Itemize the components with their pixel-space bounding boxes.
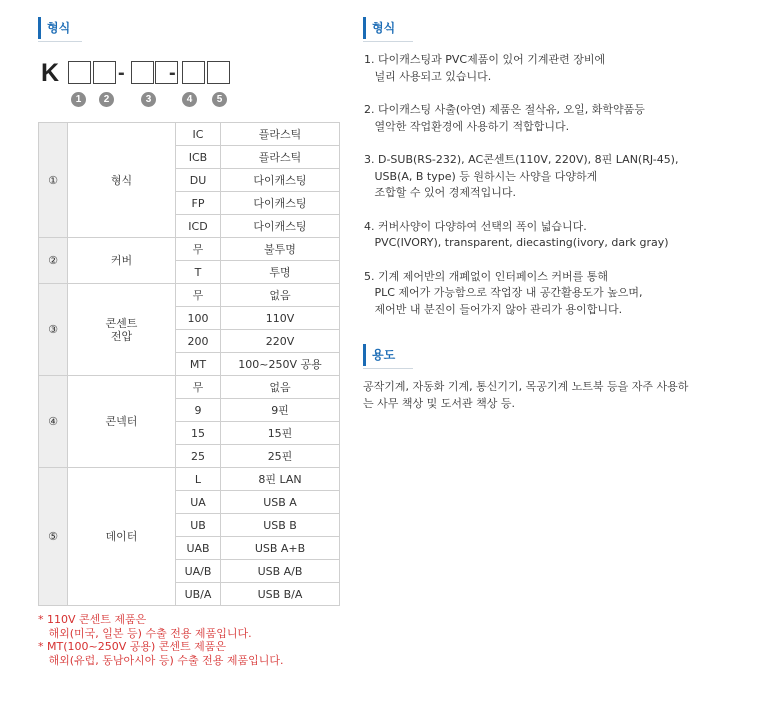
category-line: 커버 xyxy=(110,254,133,267)
feature-line: 제어반 내 분진이 들어가지 않아 관리가 용이합니다. xyxy=(364,302,623,316)
option-code: 무 xyxy=(176,284,221,307)
group-number: ① xyxy=(39,123,68,238)
table-row xyxy=(39,238,340,261)
note-line: 해외(유럽, 동남아시아 등) 수출 전용 제품입니다. xyxy=(38,653,284,667)
option-code: 200 xyxy=(176,330,221,353)
feature-line: 널리 사용되고 있습니다. xyxy=(364,69,492,83)
option-description: 220V xyxy=(221,330,340,353)
note-line: * 110V 콘센트 제품은 xyxy=(38,613,147,626)
option-description: 다이캐스팅 xyxy=(221,215,340,238)
option-description: 없음 xyxy=(221,284,340,307)
code-marker-1: 1 xyxy=(71,92,86,107)
option-description: USB A xyxy=(221,491,340,514)
option-code: ICB xyxy=(176,146,221,169)
group-category xyxy=(68,376,176,468)
feature-item xyxy=(364,152,744,202)
note-line: * MT(100~250V 공용) 콘센트 제품은 xyxy=(38,640,227,653)
group-category xyxy=(68,238,176,284)
option-description: 8핀 LAN xyxy=(221,468,340,491)
code-marker-5: 5 xyxy=(212,92,227,107)
feature-item xyxy=(364,219,744,252)
feature-item xyxy=(364,269,744,319)
option-description: 투명 xyxy=(221,261,340,284)
option-description: USB B/A xyxy=(221,583,340,606)
section-heading-features: 형식 xyxy=(363,17,413,39)
spec-table xyxy=(38,122,340,606)
option-description: 25핀 xyxy=(221,445,340,468)
feature-list xyxy=(364,52,744,335)
option-description: 플라스틱 xyxy=(221,146,340,169)
option-description: 불투명 xyxy=(221,238,340,261)
feature-line: 3. D-SUB(RS-232), AC콘센트(110V, 220V), 8핀 LAN(RJ-45), xyxy=(364,153,679,166)
feature-line: PLC 제어가 가능함으로 작업장 내 공간활용도가 높으며, xyxy=(364,286,643,299)
option-code: 25 xyxy=(176,445,221,468)
code-dash: - xyxy=(169,62,176,84)
option-description: 플라스틱 xyxy=(221,123,340,146)
code-marker-4: 4 xyxy=(182,92,197,107)
code-slot-5 xyxy=(207,61,230,84)
option-code: FP xyxy=(176,192,221,215)
option-description: 100~250V 공용 xyxy=(221,353,340,376)
model-code-prefix: K xyxy=(41,59,60,87)
group-category xyxy=(68,468,176,606)
feature-line: 5. 기계 제어반의 개폐없이 인터페이스 커버를 통해 xyxy=(364,269,608,283)
option-code: IC xyxy=(176,123,221,146)
group-number: ④ xyxy=(39,376,68,468)
feature-line: USB(A, B type) 등 원하시는 사양을 다양하게 xyxy=(364,169,598,183)
option-description: 15핀 xyxy=(221,422,340,445)
feature-line: PVC(IVORY), transparent, diecasting(ivory, dark gray) xyxy=(364,236,669,249)
feature-item xyxy=(364,102,744,135)
code-slot-2 xyxy=(93,61,116,84)
usage-line: 는 사무 책상 및 도서관 책상 등. xyxy=(363,397,515,410)
group-number: ② xyxy=(39,238,68,284)
option-code: UA xyxy=(176,491,221,514)
code-marker-3: 3 xyxy=(141,92,156,107)
option-description: USB B xyxy=(221,514,340,537)
export-notes xyxy=(38,613,283,667)
section-heading-format: 형식 xyxy=(38,17,82,39)
option-code: DU xyxy=(176,169,221,192)
category-line: 콘센트 xyxy=(105,316,138,330)
section-heading-usage: 용도 xyxy=(363,344,413,366)
feature-item xyxy=(364,52,744,85)
option-description: USB A+B xyxy=(221,537,340,560)
feature-line: 1. 다이캐스팅과 PVC제품이 있어 기계관련 장비에 xyxy=(364,53,606,66)
group-number: ⑤ xyxy=(39,468,68,606)
option-code: L xyxy=(176,468,221,491)
option-code: UAB xyxy=(176,537,221,560)
code-slot-1 xyxy=(68,61,91,84)
option-code: 무 xyxy=(176,238,221,261)
table-row xyxy=(39,123,340,146)
option-description: USB A/B xyxy=(221,560,340,583)
group-category xyxy=(68,284,176,376)
feature-line: 4. 커버사양이 다양하여 선택의 폭이 넓습니다. xyxy=(364,219,587,233)
category-line: 데이터 xyxy=(105,530,138,543)
option-code: 무 xyxy=(176,376,221,399)
option-code: 100 xyxy=(176,307,221,330)
option-code: MT xyxy=(176,353,221,376)
code-slot-4 xyxy=(182,61,205,84)
feature-line: 조합할 수 있어 경제적입니다. xyxy=(364,186,516,199)
code-dash: - xyxy=(118,62,125,84)
category-line: 형식 xyxy=(110,173,133,187)
group-number: ③ xyxy=(39,284,68,376)
option-description: 9핀 xyxy=(221,399,340,422)
option-code: UA/B xyxy=(176,560,221,583)
option-code: 9 xyxy=(176,399,221,422)
table-row xyxy=(39,284,340,307)
code-slot-3 xyxy=(131,61,154,84)
usage-text xyxy=(363,378,743,412)
feature-line: 열악한 작업환경에 사용하기 적합합니다. xyxy=(364,119,570,133)
feature-line: 2. 다이캐스팅 사출(아연) 제품은 절삭유, 오일, 화학약품등 xyxy=(364,103,645,116)
table-row xyxy=(39,468,340,491)
table-row xyxy=(39,376,340,399)
usage-line: 공작기계, 자동화 기계, 통신기기, 목공기계 노트북 등을 자주 사용하 xyxy=(363,380,689,393)
option-description: 110V xyxy=(221,307,340,330)
option-code: UB xyxy=(176,514,221,537)
option-code: ICD xyxy=(176,215,221,238)
category-line: 콘넥터 xyxy=(105,415,138,428)
note-line: 해외(미국, 일본 등) 수출 전용 제품입니다. xyxy=(38,626,252,640)
option-description: 다이캐스팅 xyxy=(221,169,340,192)
category-line: 전압 xyxy=(110,329,133,343)
option-code: UB/A xyxy=(176,583,221,606)
option-code: 15 xyxy=(176,422,221,445)
code-marker-2: 2 xyxy=(99,92,114,107)
option-code: T xyxy=(176,261,221,284)
group-category xyxy=(68,123,176,238)
option-description: 없음 xyxy=(221,376,340,399)
option-description: 다이캐스팅 xyxy=(221,192,340,215)
